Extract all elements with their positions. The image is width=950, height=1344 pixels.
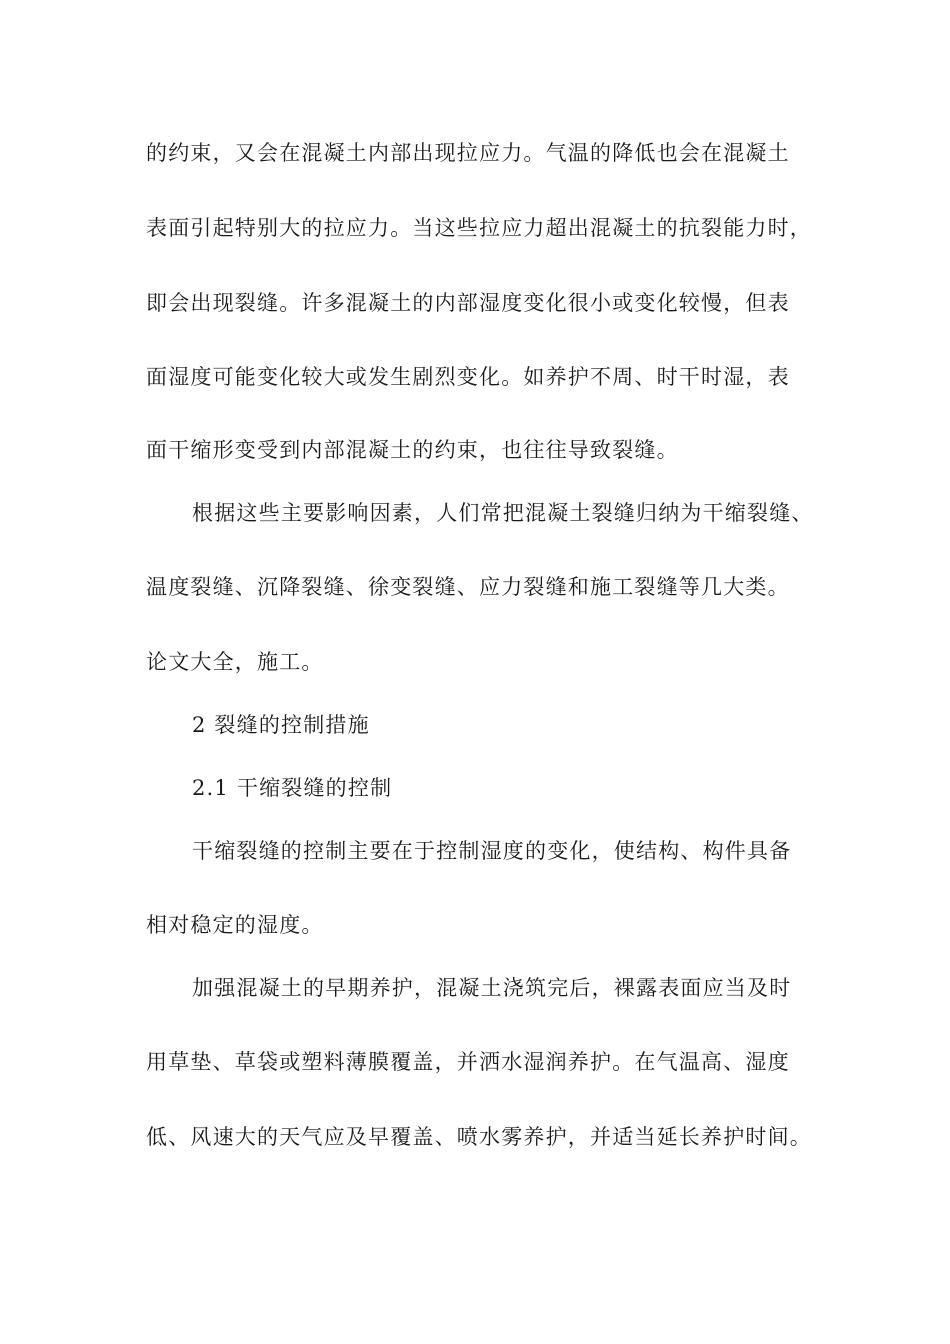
paragraph-line: 根据这些主要影响因素，人们常把混凝土裂缝归纳为干缩裂缝、 [192,501,814,525]
paragraph-line: 表面引起特别大的拉应力。当这些拉应力超出混凝土的抗裂能力时， [146,216,812,240]
paragraph-line: 低、风速大的天气应及早覆盖、喷水雾养护，并适当延长养护时间。 [146,1125,812,1149]
section-heading: 2 裂缝的控制措施 [192,713,370,737]
paragraph-line: 温度裂缝、沉降裂缝、徐变裂缝、应力裂缝和施工裂缝等几大类。 [146,575,790,599]
paragraph-line: 面湿度可能变化较大或发生剧烈变化。如养护不周、时干时湿，表 [146,365,790,389]
paragraph-line: 加强混凝土的早期养护，混凝土浇筑完后，裸露表面应当及时 [192,976,792,1000]
paragraph-line: 用草垫、草袋或塑料薄膜覆盖，并洒水湿润养护。在气温高、湿度 [146,1050,790,1074]
paragraph-line: 相对稳定的湿度。 [146,913,324,937]
paragraph-line: 面干缩形变受到内部混凝土的约束，也往往导致裂缝。 [146,438,679,462]
paragraph-line: 的约束，又会在混凝土内部出现拉应力。气温的降低也会在混凝土 [146,141,790,165]
paragraph-line: 干缩裂缝的控制主要在于控制湿度的变化，使结构、构件具备 [192,839,792,863]
subsection-heading: 2.1 干缩裂缝的控制 [192,776,393,800]
paragraph-line: 论文大全，施工。 [146,650,324,674]
paragraph-line: 即会出现裂缝。许多混凝土的内部湿度变化很小或变化较慢，但表 [146,291,790,315]
